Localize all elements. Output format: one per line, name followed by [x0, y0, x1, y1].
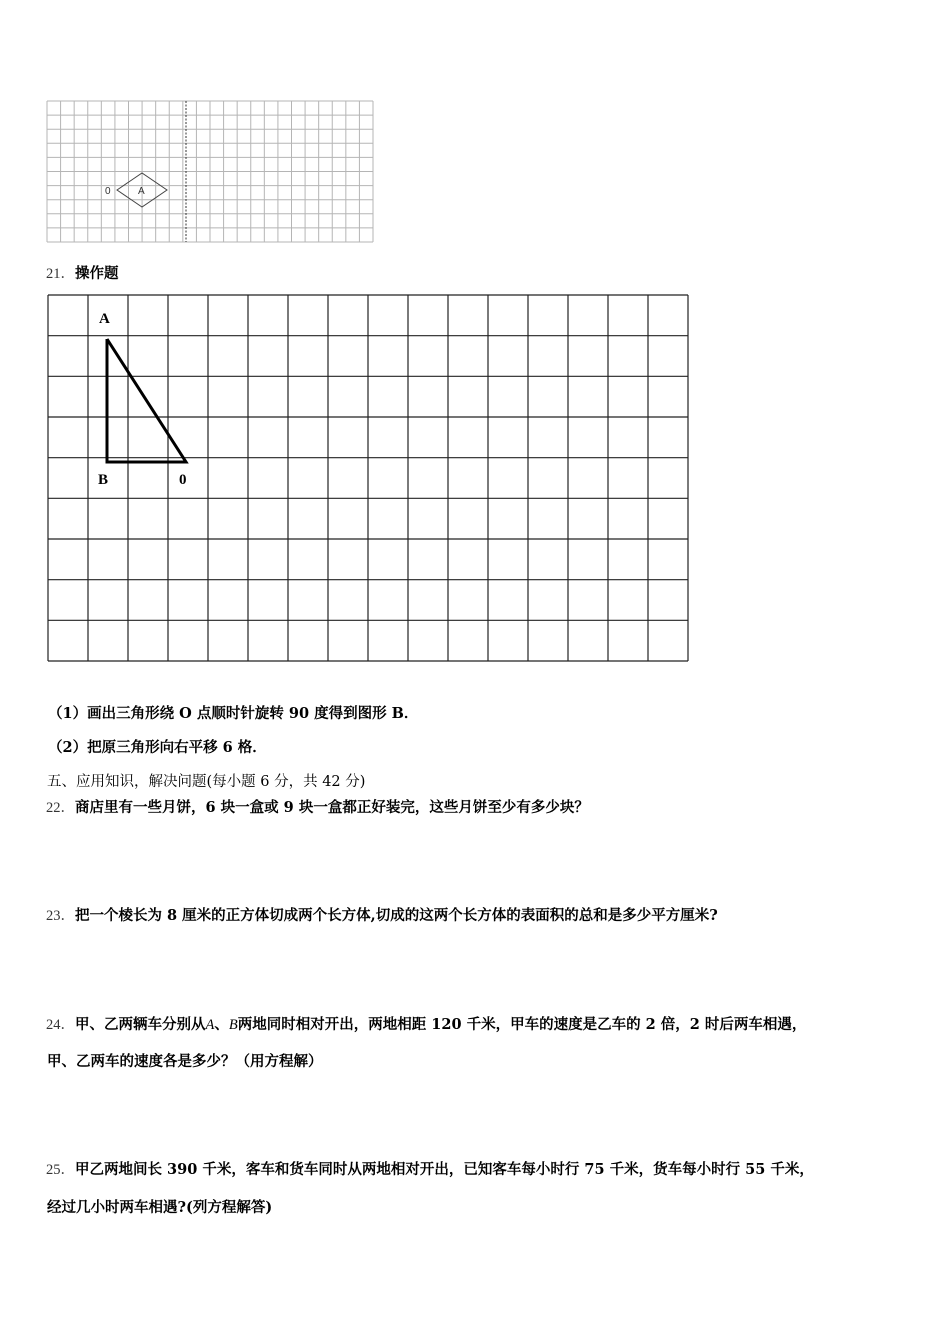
question-text: 商店里有一些月饼，6 块一盒或 9 块一盒都正好装完，这些月饼至少有多少块？ [75, 799, 589, 816]
vertex-label-b: B [98, 472, 109, 488]
question-23 [46, 904, 718, 925]
vertex-label-a: A [99, 311, 110, 327]
question-21-part-1: （1）画出三角形绕 O 点顺时针旋转 90 度得到图形 B． [48, 705, 419, 722]
question-text-continued: 两地同时相对开出，两地相距 120 千米，甲车的速度是乙车的 2 倍，2 时后两车相遇， [237, 1016, 807, 1033]
large-grid-lines [48, 295, 688, 661]
question-number: 23． [46, 908, 75, 924]
section-5-title: 五、应用知识，解决问题(每小题 6 分，共 42 分) [47, 774, 366, 790]
question-text: 甲、乙两辆车分别从 [75, 1016, 206, 1033]
question-number: 22． [46, 800, 75, 816]
symmetry-grid-figure [47, 101, 377, 243]
question-24-line-2: 甲、乙两车的速度各是多少？（用方程解） [47, 1053, 323, 1070]
question-text: 把一个棱长为 8 厘米的正方体切成两个长方体,切成的这两个长方体的表面积的总和是多少平方厘米? [75, 907, 718, 924]
question-24-line-1 [46, 1013, 806, 1034]
shape-a-label: A [138, 186, 145, 197]
question-number: 24． [46, 1017, 75, 1033]
question-text: 甲乙两地间长 390 千米，客车和货车同时从两地相对开出，已知客车每小时行 75 千米，货车每小时行 55 千米， [75, 1161, 814, 1178]
question-21-part-2: （2）把原三角形向右平移 6 格． [48, 739, 267, 756]
variable-b: B [228, 1017, 238, 1033]
question-title: 操作题 [75, 265, 119, 282]
question-25-line-1 [46, 1158, 814, 1179]
rotation-point-label: 0 [105, 186, 111, 197]
question-22 [46, 796, 589, 817]
question-number: 25． [46, 1162, 75, 1178]
question-21-heading [46, 262, 119, 283]
variable-a: A [205, 1017, 215, 1033]
small-grid-lines [47, 101, 373, 242]
separator: 、 [214, 1016, 229, 1033]
vertex-label-o: 0 [179, 472, 187, 488]
triangle-grid-figure [48, 295, 692, 663]
right-triangle-abo [107, 339, 186, 462]
question-25-line-2: 经过几小时两车相遇?(列方程解答) [47, 1199, 273, 1216]
question-number: 21． [46, 266, 75, 282]
